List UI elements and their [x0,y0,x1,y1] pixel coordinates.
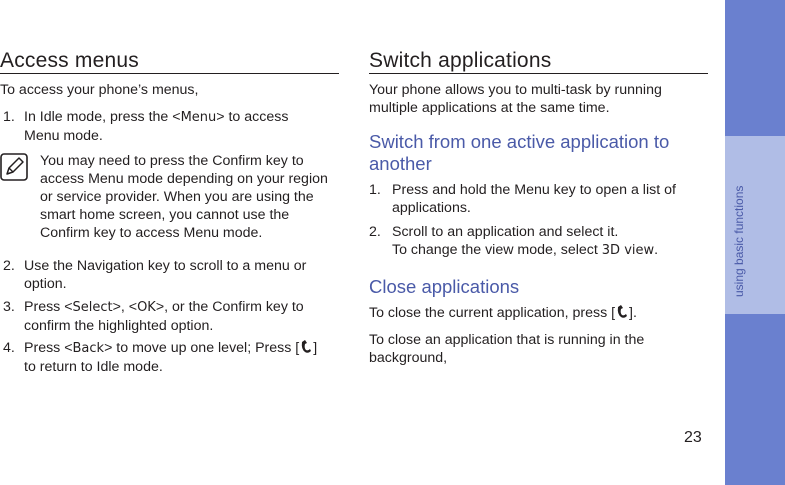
step-text: confirm the highlighted option. [24,318,214,334]
chapter-label [732,277,752,297]
subheading-switch-active [369,131,709,175]
step-text: >, < [112,299,138,315]
step-number: 3. [3,299,15,315]
close-text: ]. [629,305,637,321]
end-key-icon [615,304,629,320]
step-number: 1. [369,182,381,198]
step-text: >, or the Confirm key to [155,299,304,315]
key-label-ok: OK [137,300,156,315]
step-number: 2. [3,258,15,274]
key-label-select: Select [72,300,113,315]
step-text: . [654,242,659,258]
access-menus-intro: To access your phone’s menus, [0,82,199,98]
subheading-close-applications: Close applications [369,276,520,297]
step-text: Menu mode. [24,128,103,144]
step-text: Press < [24,299,73,315]
note-line: Confirm key to access Menu mode. [40,225,263,241]
key-label-menu: Menu [180,110,217,125]
section-heading-access-menus: Access menus [0,49,139,72]
step-text: In Idle mode, press the < [24,109,181,125]
subheading-line: another [369,153,432,174]
close-background-text [369,331,709,367]
key-label-back: Back [72,341,105,356]
close-line: background, [369,350,448,366]
end-key-icon [299,339,313,355]
step-text: Use the Navigation key to scroll to a menu or [24,258,307,274]
close-line: To close an application that is running in the [369,332,645,348]
step-text: ] [313,340,318,356]
step-text: to return to Idle mode. [24,359,163,375]
step-text: applications. [392,200,471,216]
switch-intro [369,81,709,117]
step-text: Press and hold the Menu key to open a list of [392,182,676,198]
close-current-text [369,304,709,322]
heading-rule [0,73,339,74]
step-text: Press < [24,340,73,356]
note-line: smart home screen, you cannot use the [40,207,290,223]
key-label-3d-view: 3D view [601,243,655,258]
intro-line: Your phone allows you to multi-task by running [369,82,662,98]
step-number: 4. [3,340,15,356]
step-text: > to move up one level; Press [ [104,340,300,356]
close-text: To close the current application, press [ [369,305,616,321]
step-text: option. [24,276,67,292]
step-number: 2. [369,224,381,240]
note-text [40,152,340,242]
section-heading-switch-applications: Switch applications [369,49,552,72]
step-number: 1. [3,109,15,125]
step-text: To change the view mode, select [392,242,602,258]
heading-rule [369,73,708,74]
step-text: Scroll to an application and select it. [392,224,619,240]
note-line: or service provider. When you are using the [40,189,314,205]
page-number: 23 [684,429,702,446]
intro-line: multiple applications at the same time. [369,100,610,116]
note-line: access Menu mode depending on your region [40,171,328,187]
note-pencil-icon [0,153,28,181]
step-text: > to access [216,109,289,125]
note-line: You may need to press the Confirm key to [40,153,304,169]
subheading-line: Switch from one active application to [369,131,670,152]
